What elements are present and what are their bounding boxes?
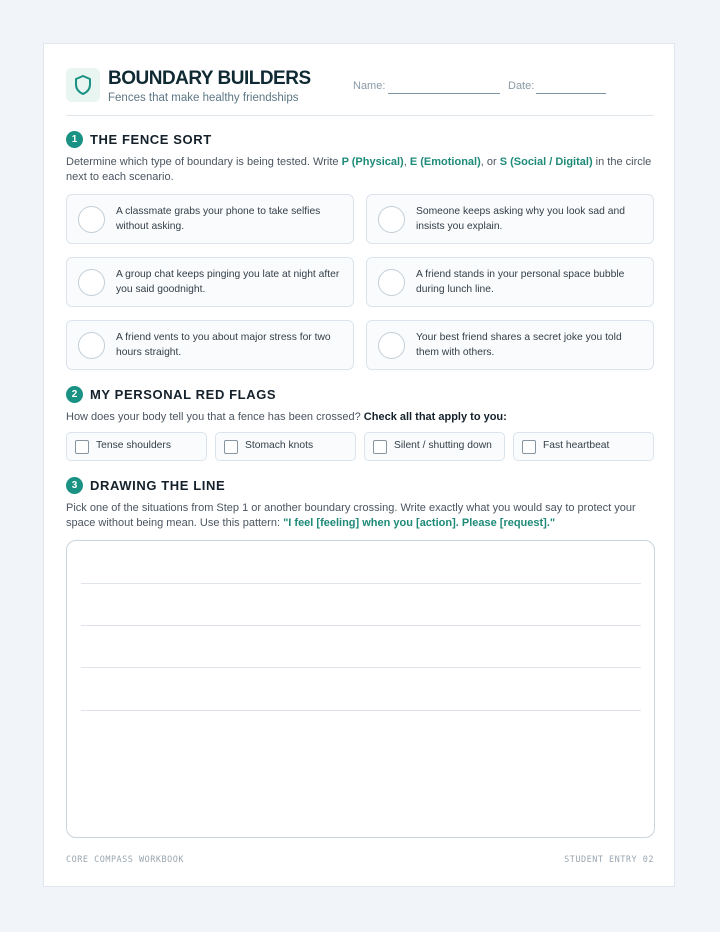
scenario-card [66,194,354,244]
option-label: Tense shoulders [96,440,171,451]
answer-circle[interactable] [378,332,405,359]
response-writing-area[interactable] [66,540,655,838]
footer-entry-label: STUDENT ENTRY 02 [564,855,654,865]
answer-circle[interactable] [378,269,405,296]
red-flag-option[interactable] [513,432,654,461]
scenario-text: A group chat keeps pinging you late at night after you said goodnight. [116,269,340,295]
writing-line [81,625,641,626]
scenario-card [66,257,354,307]
social-code: S (Social / Digital) [499,156,593,168]
writing-line [81,667,641,668]
option-label: Stomach knots [245,440,314,451]
scenario-card [366,194,654,244]
header-divider [66,115,654,116]
scenario-text: A friend vents to you about major stress for two hours straight. [116,332,331,358]
writing-line [81,710,641,711]
answer-circle[interactable] [78,206,105,233]
scenario-text: A friend stands in your personal space bubble during lunch line. [416,269,625,295]
writing-line [81,583,641,584]
physical-code: P (Physical) [341,156,404,168]
red-flag-option[interactable] [364,432,505,461]
section-3-number: 3 [66,477,83,494]
footer-workbook-name: CORE COMPASS WORKBOOK [66,855,184,865]
worksheet-subtitle: Fences that make healthy friendships [108,92,299,104]
scenario-card [366,320,654,370]
section-1-number: 1 [66,131,83,148]
red-flag-option[interactable] [215,432,356,461]
scenario-card [366,257,654,307]
date-field[interactable] [536,93,606,94]
scenario-text: Your best friend shares a secret joke you told them with others. [416,332,622,358]
answer-circle[interactable] [78,332,105,359]
section-3-title: DRAWING THE LINE [90,478,226,493]
response-pattern: "I feel [feeling] when you [action]. Please [request]." [283,516,556,529]
answer-circle[interactable] [378,206,405,233]
section-2-title: MY PERSONAL RED FLAGS [90,387,277,402]
section-1-instruction: Determine which type of boundary is being tested. Write P (Physical), E (Emotional), or S (Social / Digital) in the circle next to each scenario. [66,156,652,183]
name-label: Name: [353,80,386,92]
scenario-text: A classmate grabs your phone to take selfies without asking. [116,206,321,232]
checkbox[interactable] [373,440,387,454]
red-flag-option[interactable] [66,432,207,461]
answer-circle[interactable] [78,269,105,296]
emotional-code: E (Emotional) [409,156,481,168]
checkbox[interactable] [522,440,536,454]
shield-icon [66,68,100,102]
option-label: Fast heartbeat [543,440,610,451]
option-label: Silent / shutting down [394,440,492,451]
section-3-instruction: Pick one of the situations from Step 1 or another boundary crossing. Write exactly what you would say to protect your space without being mean. Use this pattern: "I feel [feeling] when you [action]. Please [request]." [66,502,636,529]
section-2-question: How does your body tell you that a fence has been crossed? Check all that apply to you: [66,411,507,423]
section-1-title: THE FENCE SORT [90,132,212,147]
scenario-text: Someone keeps asking why you look sad and insists you explain. [416,206,625,232]
section-2-number: 2 [66,386,83,403]
checkbox[interactable] [224,440,238,454]
worksheet-page [43,43,675,887]
worksheet-title: BOUNDARY BUILDERS [108,68,311,89]
worksheet-header [66,68,656,116]
scenario-card [66,320,354,370]
date-label: Date: [508,80,535,92]
checkbox[interactable] [75,440,89,454]
name-field[interactable] [388,93,500,94]
